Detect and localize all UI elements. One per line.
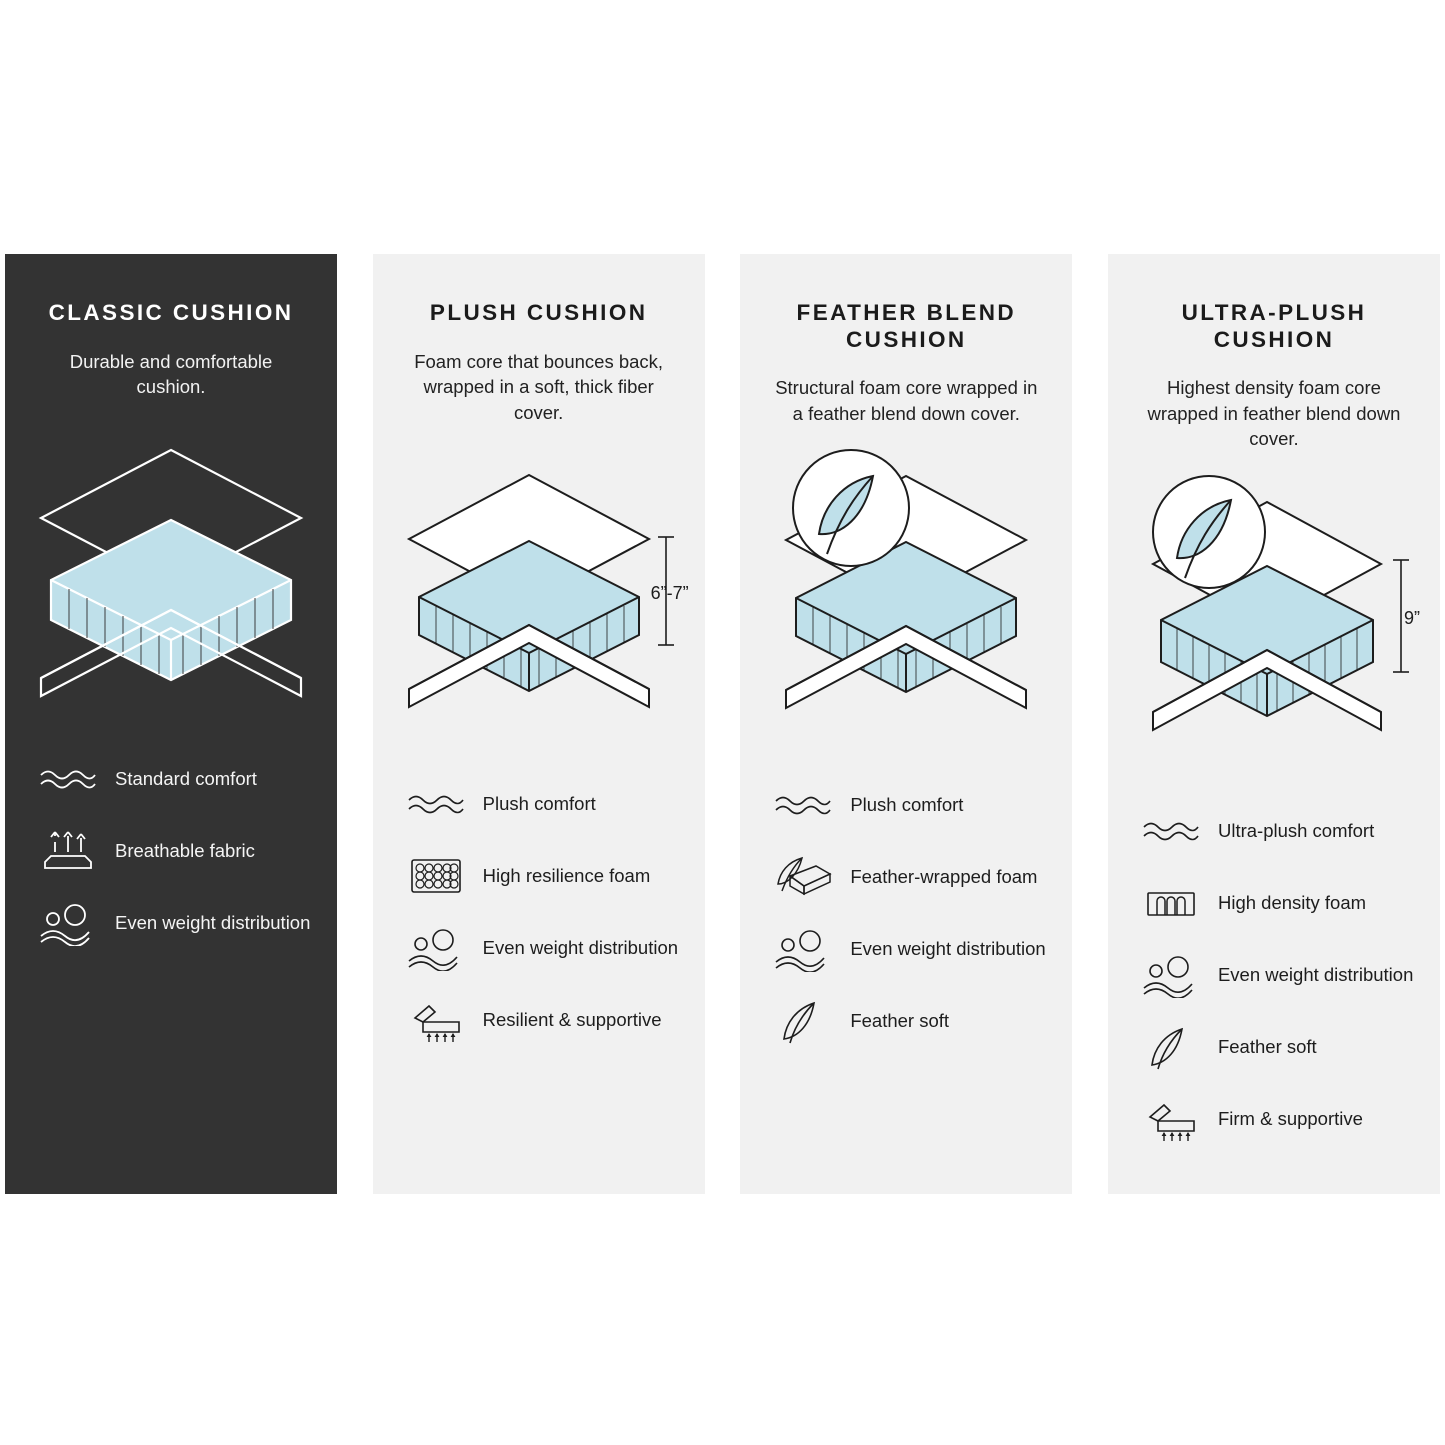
feature-label: Even weight distribution — [482, 937, 679, 959]
card-title: ULTRA-PLUSH CUSHION — [1181, 300, 1367, 352]
feature-item — [29, 746, 313, 812]
high-density-foam-icon — [1132, 883, 1210, 923]
feature-item — [397, 987, 681, 1053]
even-weight-icon — [1132, 952, 1210, 998]
supportive-seat-icon — [1132, 1095, 1210, 1143]
feature-item — [1132, 942, 1416, 1008]
feature-label: Breathable fabric — [115, 839, 255, 861]
feature-label: Plush comfort — [850, 794, 964, 816]
feature-item — [397, 843, 681, 909]
dimension-label: 9” — [1403, 607, 1420, 628]
feature-item — [764, 916, 1048, 982]
wave-icon — [1132, 818, 1210, 844]
wave-icon — [397, 791, 475, 817]
leaf-badge-icon — [1153, 476, 1265, 588]
leaf-badge-icon — [793, 450, 909, 566]
card-description: Foam core that bounces back, wrapped in a soft, thick fiber cover. — [414, 350, 664, 423]
feature-item — [397, 771, 681, 837]
even-weight-icon — [29, 900, 107, 946]
feature-list — [397, 771, 681, 1053]
feature-label: Even weight distribution — [850, 938, 1046, 960]
feature-item — [764, 988, 1048, 1054]
feature-item — [29, 890, 313, 956]
feature-label: High density foam — [1217, 891, 1367, 913]
feature-item — [397, 915, 681, 981]
card-title: PLUSH CUSHION — [429, 300, 648, 325]
feature-label: High resilience foam — [482, 865, 651, 887]
cushion-cards-row — [0, 254, 1445, 1194]
cushion-layers-graphic — [26, 420, 316, 710]
feature-label: Feather-wrapped foam — [850, 866, 1038, 888]
feature-label: Plush comfort — [482, 793, 596, 815]
wave-icon — [764, 792, 842, 818]
feature-label: Firm & supportive — [1217, 1107, 1363, 1129]
feature-list — [1132, 798, 1416, 1152]
feather-icon — [764, 997, 842, 1045]
feather-icon — [1132, 1023, 1210, 1071]
breathable-fabric-icon — [29, 828, 107, 874]
card-description: Highest density foam core wrapped in feather blend down cover. — [1147, 377, 1401, 450]
feature-label: Feather soft — [850, 1010, 950, 1032]
feature-item — [764, 772, 1048, 838]
cushion-card-classic — [5, 254, 337, 1194]
feature-item — [764, 844, 1048, 910]
even-weight-icon — [764, 926, 842, 972]
feature-item — [1132, 798, 1416, 864]
dimension-label: 6”-7” — [650, 583, 689, 604]
cushion-exploded-illustration — [1132, 472, 1420, 772]
cushion-card-feather-blend — [740, 254, 1072, 1194]
card-title: CLASSIC CUSHION — [48, 300, 294, 325]
wave-icon — [29, 766, 107, 792]
feature-list — [764, 772, 1048, 1054]
cushion-exploded-illustration — [764, 446, 1048, 746]
feather-wrapped-foam-icon — [764, 854, 842, 900]
feature-label: Even weight distribution — [1217, 963, 1414, 985]
feature-item — [1132, 870, 1416, 936]
feature-label: Ultra-plush comfort — [1217, 819, 1375, 841]
cushion-layers-graphic — [1129, 472, 1419, 762]
feature-item — [1132, 1014, 1416, 1080]
cushion-card-ultra-plush — [1108, 254, 1440, 1194]
feature-label: Even weight distribution — [115, 911, 311, 933]
card-title: FEATHER BLEND CUSHION — [796, 300, 1017, 352]
feature-label: Standard comfort — [115, 767, 257, 789]
cushion-layers-graphic — [394, 445, 684, 735]
card-description: Structural foam core wrapped in a feather blend down cover. — [775, 377, 1038, 424]
supportive-seat-icon — [397, 996, 475, 1044]
feature-label: Feather soft — [1217, 1035, 1317, 1057]
feature-item — [1132, 1086, 1416, 1152]
cushion-card-plush — [373, 254, 705, 1194]
card-description: Durable and comfortable cushion. — [69, 350, 273, 398]
feature-list — [29, 746, 313, 956]
cushion-exploded-illustration — [397, 445, 689, 745]
feature-item — [29, 818, 313, 884]
honeycomb-foam-icon — [397, 854, 475, 898]
cushion-exploded-illustration — [29, 420, 313, 720]
feature-label: Resilient & supportive — [482, 1009, 662, 1031]
cushion-layers-graphic — [761, 446, 1051, 736]
even-weight-icon — [397, 925, 475, 971]
